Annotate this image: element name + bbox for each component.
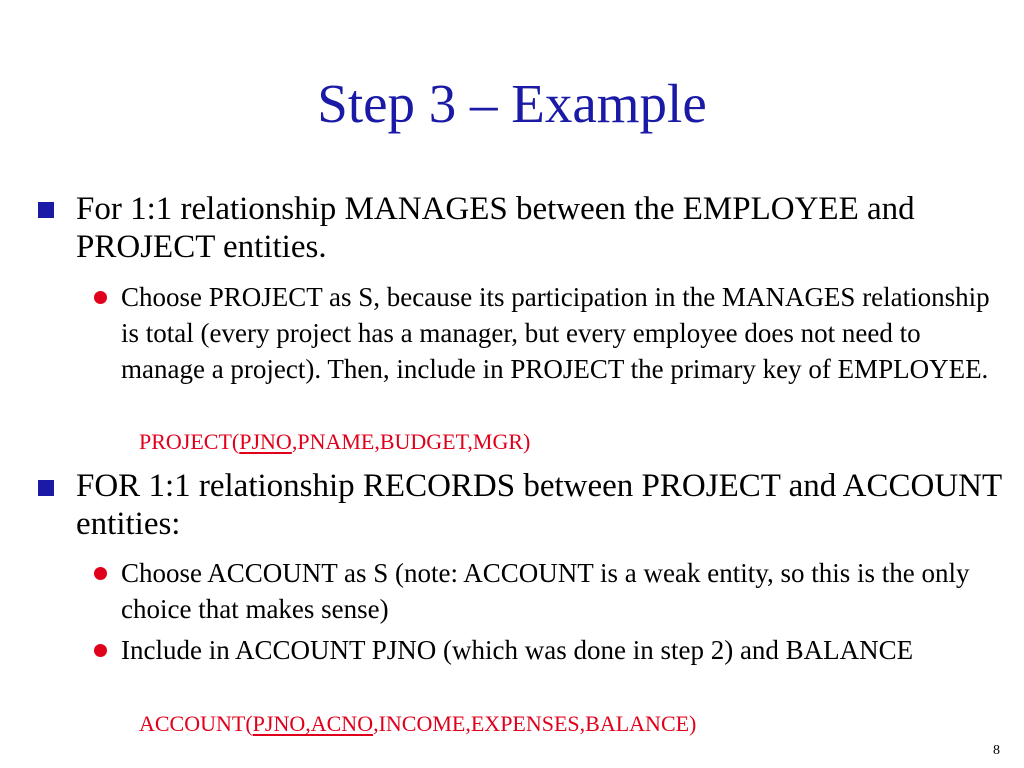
- schema-primary-key: PJNO: [239, 429, 292, 454]
- bullet-level2-text: Choose ACCOUNT as S (note: ACCOUNT is a weak entity, so this is the only choice that makes sense): [121, 558, 970, 624]
- bullet-square-icon: [38, 480, 54, 496]
- schema-attributes: ,INCOME,EXPENSES,BALANCE): [373, 711, 697, 736]
- slide-title: Step 3 – Example: [317, 73, 707, 134]
- relation-schema: [139, 711, 696, 737]
- page-number: 8: [993, 743, 1000, 758]
- relation-schema: [139, 429, 530, 455]
- bullet-level1-text: FOR 1:1 relationship RECORDS between PROJECT and ACCOUNT entities:: [76, 468, 1002, 542]
- schema-prefix: PROJECT(: [139, 429, 240, 454]
- bullet-dot-icon: [94, 567, 107, 580]
- bullet-level2-text: Choose PROJECT as S, because its participation in the MANAGES relationship is total (every project has a manager, but every employee does not need to manage a project). Then, include in PROJECT the primary key of EMPLOYEE.: [121, 282, 990, 384]
- bullet-level1-text: For 1:1 relationship MANAGES between the EMPLOYEE and PROJECT entities.: [76, 191, 915, 265]
- bullet-level2-text: Include in ACCOUNT PJNO (which was done in step 2) and BALANCE: [121, 635, 914, 665]
- schema-prefix: ACCOUNT(: [139, 711, 253, 736]
- bullet-dot-icon: [94, 291, 107, 304]
- schema-attributes: ,PNAME,BUDGET,MGR): [291, 429, 531, 454]
- schema-primary-key: PJNO,ACNO: [252, 711, 374, 736]
- bullet-dot-icon: [94, 644, 107, 657]
- bullet-square-icon: [38, 202, 54, 218]
